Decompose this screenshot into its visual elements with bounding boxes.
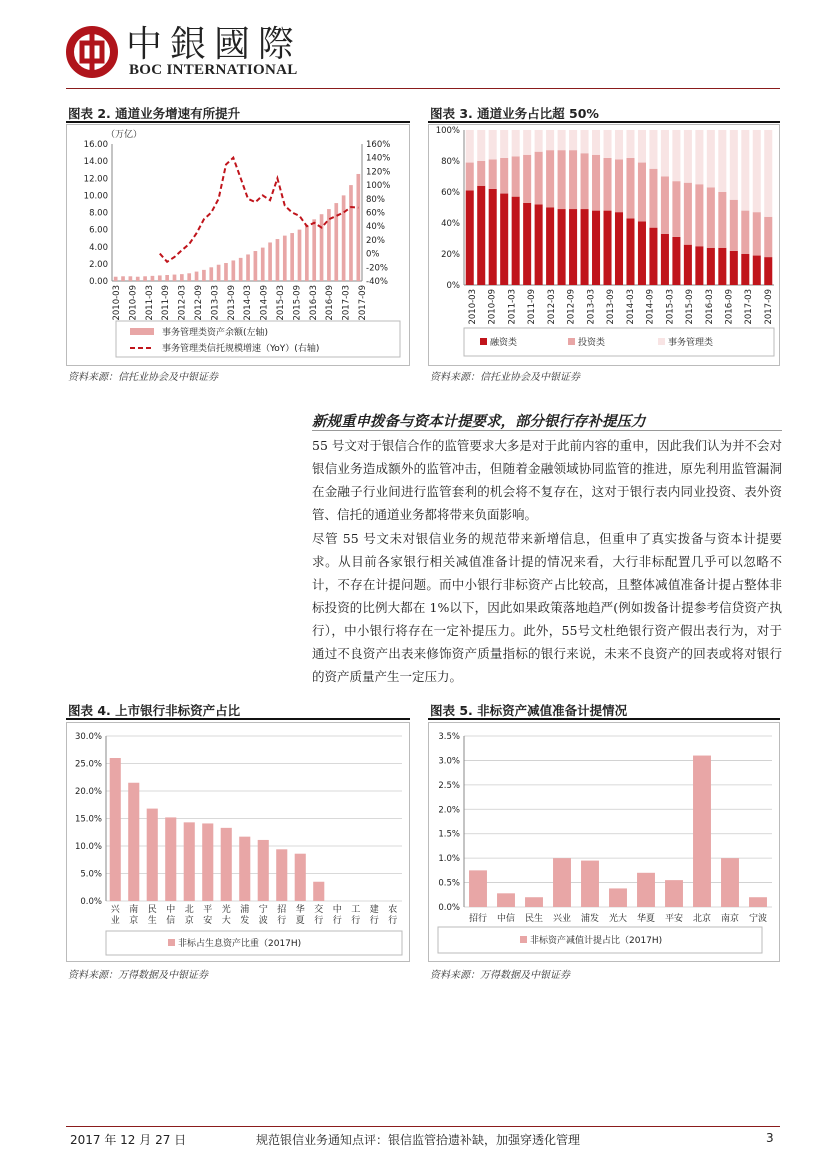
fig5-source: 资料来源：万得数据及中银证券	[430, 970, 570, 981]
fig4-x-label-char: 招	[277, 905, 287, 915]
footer-rule	[66, 1126, 780, 1127]
fig3-bar-segment	[512, 156, 520, 196]
fig3-bar-segment	[569, 150, 577, 209]
fig4-x-label-char: 京	[184, 916, 194, 926]
fig3-bar-segment	[753, 130, 761, 212]
fig2-x-tick: 2016-03	[308, 285, 319, 321]
fig3-bar-segment	[512, 197, 520, 285]
fig2-right-tick: -40%	[366, 277, 388, 287]
fig5-x-label: 平安	[664, 914, 684, 924]
fig5-x-label: 民生	[524, 914, 544, 924]
fig3-bar-segment	[500, 158, 508, 194]
fig2-bar	[349, 185, 353, 281]
fig3-bar-segment	[615, 130, 623, 159]
fig4-source: 资料来源：万得数据及中银证券	[68, 970, 208, 981]
fig4-x-label-char: 工	[351, 905, 361, 915]
fig3-legend-label: 事务管理类	[668, 338, 714, 348]
fig4-bar	[313, 882, 324, 901]
fig3-x-tick: 2017-03	[744, 289, 755, 325]
fig2-bar	[246, 254, 250, 281]
fig4-y-tick: 20.0%	[74, 787, 102, 797]
fig4-x-label-char: 北	[184, 905, 194, 915]
fig5-x-label: 北京	[692, 914, 712, 924]
fig3-bar-segment	[695, 184, 703, 246]
fig2-bar	[312, 219, 316, 281]
fig2-bar	[283, 236, 287, 281]
fig2-right-tick: 120%	[366, 167, 391, 178]
fig3-legend-swatch	[480, 338, 487, 345]
fig2-right-tick: 80%	[366, 194, 385, 205]
fig5-x-label: 招行	[468, 914, 488, 924]
fig2-legend-label-line: 事务管理类信托规模增速（YoY）(右轴)	[162, 344, 320, 354]
fig4-x-label-char: 中	[166, 905, 176, 915]
fig4-x-label-char: 生	[147, 916, 157, 926]
fig5-y-tick: 1.5%	[438, 829, 460, 840]
fig4-x-label-char: 大	[221, 916, 231, 926]
fig4-x-label-char: 行	[351, 916, 361, 926]
fig2-bar	[217, 265, 221, 281]
fig4-x-label-char: 安	[203, 916, 213, 926]
fig3-bar-segment	[604, 211, 612, 285]
fig2-right-tick: 60%	[366, 208, 385, 219]
fig3-bar-segment	[695, 130, 703, 184]
fig2-bar	[129, 276, 133, 281]
fig3-x-tick: 2017-09	[763, 289, 774, 325]
fig3-bar-segment	[512, 130, 520, 156]
fig3-bar-segment	[741, 254, 749, 285]
fig3-bar-segment	[477, 130, 485, 161]
fig3-y-tick: 20%	[441, 250, 460, 260]
fig2-bar	[173, 275, 177, 281]
fig2-bar	[209, 267, 213, 281]
fig2-bar	[327, 209, 331, 281]
fig4-legend-swatch	[168, 939, 175, 946]
fig4-title-rule	[66, 718, 410, 720]
fig3-bar-segment	[684, 183, 692, 245]
fig4-y-tick: 30.0%	[74, 732, 102, 742]
fig3-bar-segment	[661, 234, 669, 285]
fig4-x-label-char: 夏	[295, 916, 305, 926]
fig2-x-tick: 2015-09	[292, 285, 303, 321]
fig4-x-label-char: 行	[314, 916, 324, 926]
fig5-x-label: 宁波	[748, 914, 768, 924]
fig2-right-tick: 40%	[366, 222, 385, 233]
fig2-bar	[231, 260, 235, 281]
fig5-x-label: 光大	[608, 914, 628, 924]
fig5-bar	[553, 858, 571, 907]
fig4-x-label-char: 行	[332, 916, 342, 926]
fig4-x-label-char: 光	[221, 905, 231, 915]
fig4-x-label-char: 建	[369, 905, 379, 915]
fig2-legend-label-bar: 事务管理类资产余额(左轴)	[162, 328, 269, 338]
fig3-x-tick: 2015-09	[685, 289, 696, 325]
fig2-x-tick: 2012-03	[177, 285, 188, 321]
fig2-bar	[305, 225, 309, 281]
fig3-bar-segment	[466, 163, 474, 191]
fig5-bar	[693, 756, 711, 907]
fig2-right-tick: 100%	[366, 181, 391, 192]
fig3-y-tick: 80%	[441, 157, 460, 167]
fig2-bar	[290, 233, 294, 281]
fig5-bar	[665, 880, 683, 907]
fig3-bar-segment	[535, 204, 543, 285]
fig4-y-tick: 10.0%	[74, 842, 102, 852]
fig3-bar-segment	[707, 248, 715, 285]
fig3-bar-segment	[535, 130, 543, 152]
section-rule	[312, 430, 782, 431]
fig2-bar	[121, 276, 125, 281]
fig2-left-tick: 6.00	[89, 225, 108, 236]
fig3-x-tick: 2016-03	[704, 289, 715, 325]
fig3-bar-segment	[672, 130, 680, 181]
header-rule	[66, 88, 780, 89]
fig2-legend-swatch-bar	[130, 328, 154, 335]
fig4-bar	[147, 809, 158, 901]
fig5-frame	[429, 723, 780, 962]
fig3-bar-segment	[753, 212, 761, 255]
fig4-y-tick: 15.0%	[74, 814, 102, 825]
fig3-bar-segment	[718, 192, 726, 248]
fig3-x-tick: 2013-03	[586, 289, 597, 325]
fig2-left-tick: 8.00	[89, 208, 108, 219]
fig3-x-tick: 2016-09	[724, 289, 735, 325]
fig2-bar	[195, 272, 199, 281]
fig3-bar-segment	[753, 256, 761, 285]
fig5-y-tick: 0.0%	[438, 903, 460, 913]
fig3-bar-segment	[489, 159, 497, 188]
fig4-x-label-char: 华	[295, 905, 305, 915]
fig2-x-tick: 2010-09	[128, 285, 139, 321]
fig2-x-tick: 2010-03	[111, 285, 122, 321]
fig5-bar	[749, 897, 767, 907]
fig3-legend-label: 投资类	[578, 338, 606, 348]
fig3-y-tick: 0%	[446, 281, 460, 291]
fig2-right-tick: -20%	[366, 263, 388, 274]
fig2-bar	[276, 239, 280, 281]
fig2-left-tick: 12.00	[83, 174, 108, 185]
fig5-y-tick: 2.5%	[438, 780, 460, 791]
fig3-bar-segment	[489, 130, 497, 159]
fig5-y-tick: 3.5%	[438, 732, 460, 742]
fig2-bar	[143, 276, 147, 281]
fig3-bar-segment	[523, 130, 531, 155]
fig3-bar-segment	[649, 169, 657, 228]
fig5-x-label: 南京	[720, 914, 740, 924]
fig5-bar	[469, 870, 487, 907]
fig2-bar	[114, 277, 118, 281]
fig3-bar-segment	[558, 130, 566, 150]
fig3-bar-segment	[707, 130, 715, 187]
footer-date: 2017 年 12 月 27 日	[70, 1133, 187, 1147]
fig3-bar-segment	[546, 208, 554, 286]
fig2-bar	[298, 230, 302, 281]
fig4-bar	[276, 849, 287, 901]
fig3-bar-segment	[684, 245, 692, 285]
fig5-bar	[637, 873, 655, 907]
fig2-x-tick: 2014-03	[243, 285, 254, 321]
fig2-bar	[261, 248, 265, 281]
fig3-bar-segment	[523, 203, 531, 285]
fig4-x-label-char: 行	[277, 916, 287, 926]
fig3-bar-segment	[626, 218, 634, 285]
fig5-bar	[721, 858, 739, 907]
fig2-x-tick: 2017-09	[357, 285, 368, 321]
fig3-x-tick: 2013-09	[606, 289, 617, 325]
fig3-bar-segment	[730, 200, 738, 251]
fig3-bar-segment	[546, 150, 554, 207]
fig4-bar	[295, 854, 306, 901]
fig5-bar	[609, 888, 627, 907]
fig3-title-rule	[428, 121, 780, 123]
fig2-right-tick: 160%	[366, 140, 391, 150]
fig3-y-tick: 60%	[441, 188, 460, 198]
fig3-bar-segment	[615, 212, 623, 285]
fig2-bar	[202, 270, 206, 281]
fig5-x-label: 浦发	[580, 914, 600, 924]
fig5-bar	[497, 893, 515, 907]
fig3-bar-segment	[672, 237, 680, 285]
fig3-x-tick: 2014-03	[625, 289, 636, 325]
fig4-x-label-char: 中	[332, 905, 342, 915]
fig4-x-label-char: 南	[129, 905, 139, 915]
fig2-left-tick: 2.00	[89, 259, 108, 270]
fig2-bar	[320, 214, 324, 281]
fig4-bar	[165, 817, 176, 901]
fig2-x-tick: 2012-09	[193, 285, 204, 321]
fig3-bar-segment	[558, 150, 566, 209]
fig3-bar-segment	[558, 209, 566, 285]
fig4-x-label-char: 民	[147, 905, 157, 915]
fig4-x-label-char: 宁	[258, 905, 268, 915]
fig3-bar-segment	[695, 246, 703, 285]
fig2-chart	[66, 124, 410, 366]
fig4-bar	[110, 758, 121, 901]
fig3-x-tick: 2011-09	[527, 289, 538, 325]
fig2-left-tick: 10.00	[83, 191, 108, 202]
fig5-y-tick: 0.5%	[438, 878, 460, 889]
fig2-x-tick: 2016-09	[325, 285, 336, 321]
fig2-bar	[356, 174, 360, 281]
fig5-bar	[581, 861, 599, 907]
fig4-bar	[258, 840, 269, 901]
fig3-bar-segment	[649, 130, 657, 169]
fig4-y-tick: 5.0%	[80, 869, 102, 880]
fig4-x-label-char: 交	[314, 905, 324, 915]
fig5-title: 图表 5. 非标资产减值准备计提情况	[430, 703, 628, 718]
fig3-bar-segment	[477, 161, 485, 186]
fig3-bar-segment	[626, 158, 634, 218]
fig2-x-tick: 2017-03	[341, 285, 352, 321]
fig3-bar-segment	[649, 228, 657, 285]
fig2-bar	[342, 195, 346, 281]
fig2-bar	[151, 276, 155, 281]
fig2-unit-label: （万亿）	[106, 130, 143, 140]
fig3-bar-segment	[500, 194, 508, 285]
fig3-bar-segment	[638, 163, 646, 222]
fig3-x-tick: 2012-09	[566, 289, 577, 325]
fig4-title: 图表 4. 上市银行非标资产占比	[68, 703, 241, 718]
fig3-x-tick: 2011-03	[507, 289, 518, 325]
fig2-bar	[136, 277, 140, 281]
fig2-title: 图表 2. 通道业务增速有所提升	[68, 106, 241, 121]
fig4-x-label-char: 发	[240, 916, 250, 926]
fig2-x-tick: 2015-03	[275, 285, 286, 321]
fig3-bar-segment	[592, 130, 600, 155]
fig3-bar-segment	[615, 159, 623, 212]
fig4-y-tick: 25.0%	[74, 759, 102, 770]
fig3-bar-segment	[718, 248, 726, 285]
fig3-bar-segment	[604, 158, 612, 211]
fig2-x-tick: 2014-09	[259, 285, 270, 321]
fig3-x-tick: 2015-03	[665, 289, 676, 325]
fig2-bar	[187, 273, 191, 281]
fig2-bar	[158, 275, 162, 281]
fig4-x-label-char: 农	[388, 905, 398, 915]
fig3-y-tick: 40%	[441, 219, 460, 229]
fig2-source: 资料来源：信托业协会及中银证券	[68, 372, 218, 383]
fig4-chart	[66, 722, 410, 962]
fig5-y-tick: 2.0%	[438, 805, 460, 816]
fig5-y-tick: 1.0%	[438, 854, 460, 865]
fig4-bar	[239, 837, 250, 901]
fig4-bar	[202, 823, 213, 901]
fig4-legend-label: 非标占生息资产比重（2017H)	[178, 939, 302, 949]
footer-page-number: 3	[766, 1131, 774, 1145]
fig3-bar-segment	[626, 130, 634, 158]
fig4-y-tick: 0.0%	[80, 897, 102, 907]
fig3-bar-segment	[707, 187, 715, 247]
fig4-x-label-char: 行	[388, 916, 398, 926]
fig3-bar-segment	[764, 217, 772, 257]
fig5-x-label: 华夏	[636, 914, 656, 924]
fig3-legend-label: 融资类	[490, 338, 518, 348]
fig4-x-label-char: 信	[166, 916, 176, 926]
fig3-bar-segment	[638, 130, 646, 163]
fig2-bar	[180, 274, 184, 281]
fig3-bar-segment	[592, 211, 600, 285]
fig3-bar-segment	[684, 130, 692, 183]
logo-english-text: BOC INTERNATIONAL	[129, 62, 298, 78]
fig2-x-tick: 2011-03	[144, 285, 155, 321]
fig3-bar-segment	[489, 189, 497, 285]
fig5-title-rule	[428, 718, 780, 720]
fig3-bar-segment	[466, 130, 474, 163]
fig2-bar	[239, 258, 243, 281]
fig3-bar-segment	[638, 221, 646, 285]
section-title: 新规重申拨备与资本计提要求，部分银行存补提压力	[312, 414, 646, 430]
fig2-left-tick: 4.00	[89, 242, 108, 253]
fig2-x-tick: 2011-09	[161, 285, 172, 321]
fig4-x-label-char: 京	[129, 916, 139, 926]
fig3-bar-segment	[535, 152, 543, 205]
fig2-left-tick: 16.00	[83, 140, 108, 150]
fig3-x-tick: 2012-03	[546, 289, 557, 325]
fig4-bar	[128, 783, 139, 901]
fig3-bar-segment	[730, 130, 738, 200]
footer-title: 规范银信业务通知点评：银信监管拾遗补缺，加强穿透化管理	[256, 1133, 581, 1147]
fig3-bar-segment	[466, 190, 474, 285]
fig2-bar	[224, 263, 228, 281]
fig2-title-rule	[66, 121, 410, 123]
fig4-bar	[184, 822, 195, 901]
fig5-x-label: 中信	[496, 914, 516, 924]
fig3-bar-segment	[569, 209, 577, 285]
fig5-bar	[525, 897, 543, 907]
fig2-x-tick: 2013-09	[226, 285, 237, 321]
fig3-bar-segment	[764, 257, 772, 285]
fig3-bar-segment	[661, 130, 669, 177]
fig3-bar-segment	[581, 209, 589, 285]
fig3-bar-segment	[672, 181, 680, 237]
fig5-legend-swatch	[520, 936, 527, 943]
logo-chinese-text: 中銀國際	[126, 24, 303, 65]
fig5-chart	[428, 722, 780, 962]
fig3-bar-segment	[730, 251, 738, 285]
fig3-bar-segment	[477, 186, 485, 285]
fig3-x-tick: 2014-09	[645, 289, 656, 325]
fig4-x-label-char: 平	[203, 905, 213, 915]
fig3-bar-segment	[718, 130, 726, 192]
fig3-bar-segment	[523, 155, 531, 203]
fig2-left-tick: 0.00	[89, 277, 108, 287]
fig3-title: 图表 3. 通道业务占比超 50%	[430, 106, 599, 121]
fig3-bar-segment	[546, 130, 554, 150]
fig4-bar	[221, 828, 232, 901]
fig4-x-label-char: 业	[110, 916, 120, 926]
fig4-x-label-char: 波	[258, 916, 268, 926]
boc-logo-icon	[66, 26, 118, 78]
fig3-bar-segment	[604, 130, 612, 158]
fig3-bar-segment	[741, 211, 749, 254]
fig4-x-label-char: 浦	[240, 905, 250, 915]
fig2-bar	[165, 275, 169, 281]
fig2-right-tick: 140%	[366, 153, 391, 164]
fig2-right-tick: 20%	[366, 235, 385, 246]
section-paragraph-1: 55 号文对于银信合作的监管要求大多是对于此前内容的重申，因此我们认为并不会对银信业务造成额外的监管冲击，但随着金融领域协同监管的推进，原先利用监管漏洞在金融子行业间进行监管套利的机会将不复存在，这对于银行表内同业投资、表外资管、信托的通道业务都将带来负面影响。	[312, 438, 782, 522]
fig3-legend-swatch	[658, 338, 665, 345]
fig3-bar-segment	[500, 130, 508, 158]
fig5-x-label: 兴业	[552, 914, 572, 924]
fig3-bar-segment	[569, 130, 577, 150]
fig2-left-tick: 14.00	[83, 157, 108, 168]
fig2-bar	[254, 251, 258, 281]
fig3-bar-segment	[764, 130, 772, 217]
fig3-bar-segment	[581, 130, 589, 153]
fig4-x-label-char: 兴	[110, 905, 120, 915]
fig3-bar-segment	[741, 130, 749, 211]
fig3-bar-segment	[661, 177, 669, 234]
fig5-y-tick: 3.0%	[438, 756, 460, 767]
fig3-bar-segment	[592, 155, 600, 211]
fig2-right-tick: 0%	[366, 249, 380, 260]
fig4-x-label-char: 行	[369, 916, 379, 926]
fig3-x-tick: 2010-03	[467, 289, 478, 325]
fig3-source: 资料来源：信托业协会及中银证券	[430, 372, 580, 383]
fig2-bar	[268, 242, 272, 281]
fig3-bar-segment	[581, 153, 589, 209]
fig3-legend-swatch	[568, 338, 575, 345]
section-paragraph-2: 尽管 55 号文未对银信业务的规范带来新增信息，但重申了真实拨备与资本计提要求。从目前各家银行相关减值准备计提的情况来看，大行非标配置几乎可以忽略不计，不存在计提问题。而中小银行非标资产占比较高，且整体减值准备计提占整体非标投资的比例大都在 1%以下，因此如果政策落地趋严(例如拨备计提参考信贷资产执行），中小银行将存在一定补提压力。此外，55号文杜绝银行资产假出表行为，对于通过不良资产出表来修饰资产质量指标的银行来说，未来不良资产的回表或将对银行的资产质量产生一定压力。	[312, 531, 782, 684]
fig5-legend-label: 非标资产减值计提占比（2017H)	[530, 936, 663, 946]
fig2-x-tick: 2013-03	[210, 285, 221, 321]
fig3-y-tick: 100%	[435, 126, 460, 136]
fig3-chart	[428, 124, 780, 366]
fig3-x-tick: 2010-09	[487, 289, 498, 325]
